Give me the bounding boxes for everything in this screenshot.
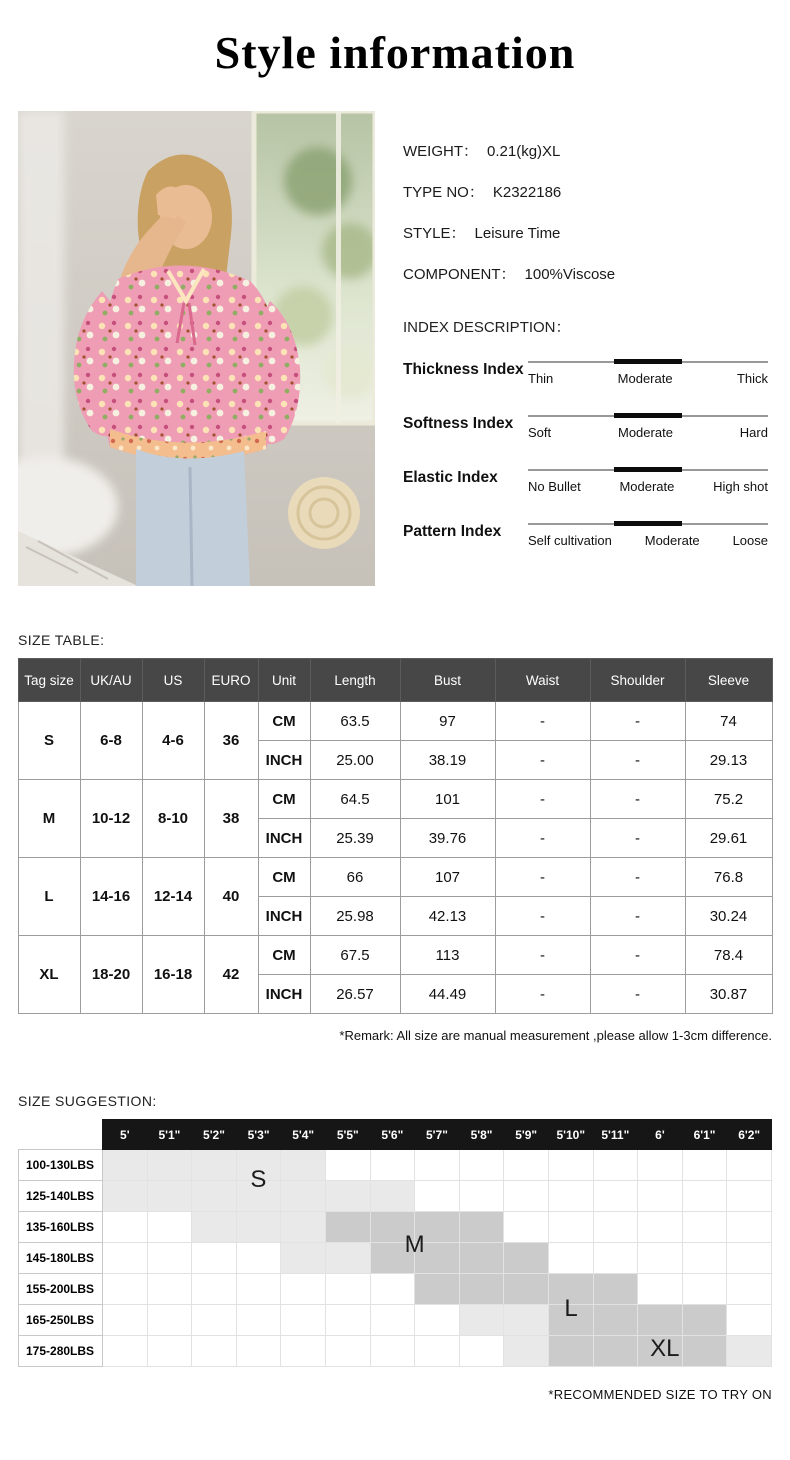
height-column-header: 5'3" — [236, 1120, 281, 1150]
index-name: Pattern Index — [403, 523, 502, 540]
size-zone-cell — [504, 1150, 549, 1181]
size-table-column-header: Unit — [258, 659, 310, 702]
measurement-cell: - — [495, 936, 590, 975]
measurement-cell: 29.13 — [685, 741, 772, 780]
size-table-header-row — [18, 659, 772, 702]
size-zone-cell — [147, 1274, 192, 1305]
index-row — [403, 407, 772, 461]
size-zone-cell — [504, 1243, 549, 1274]
product-photo — [18, 111, 375, 586]
size-zone-cell — [638, 1212, 683, 1243]
size-zone-cell — [281, 1181, 326, 1212]
measurement-cell: - — [590, 819, 685, 858]
height-column-header: 5'2" — [192, 1120, 237, 1150]
sg-row — [19, 1305, 772, 1336]
index-option: Moderate — [618, 425, 673, 440]
unit-cell: CM — [258, 780, 310, 819]
size-zone-cell — [638, 1150, 683, 1181]
size-zone-cell — [548, 1243, 593, 1274]
size-zone-cell — [459, 1305, 504, 1336]
size-zone-cell — [682, 1181, 727, 1212]
size-table-heading: SIZE TABLE: — [18, 632, 105, 648]
size-zone-cell — [370, 1181, 415, 1212]
weight-row-label: 135-160LBS — [19, 1212, 103, 1243]
euro-cell: 42 — [204, 936, 258, 1014]
measurement-cell: 113 — [400, 936, 495, 975]
unit-cell: INCH — [258, 741, 310, 780]
measurement-cell: - — [590, 897, 685, 936]
height-column-header: 6' — [638, 1120, 683, 1150]
size-zone-label: L — [564, 1294, 578, 1322]
size-zone-cell — [459, 1181, 504, 1212]
size-table-column-header: EURO — [204, 659, 258, 702]
size-zone-cell — [103, 1336, 148, 1367]
size-zone-cell — [281, 1305, 326, 1336]
index-option: No Bullet — [528, 479, 581, 494]
sg-corner-cell — [19, 1120, 103, 1150]
size-suggestion-chart — [18, 1119, 772, 1367]
height-column-header: 5'8" — [459, 1120, 504, 1150]
size-table-row — [18, 858, 772, 897]
size-table-row — [18, 702, 772, 741]
size-zone-cell — [147, 1243, 192, 1274]
size-zone-cell — [325, 1243, 370, 1274]
index-row — [403, 461, 772, 515]
size-zone-cell — [593, 1274, 638, 1305]
product-photo-illustration — [18, 111, 375, 586]
sg-header-row — [19, 1120, 772, 1150]
product-detail-label: TYPE NO： — [403, 184, 484, 201]
size-zone-cell — [325, 1212, 370, 1243]
size-zone-cell — [236, 1336, 281, 1367]
size-zone-cell — [459, 1274, 504, 1305]
size-zone-label: XL — [650, 1334, 680, 1362]
euro-cell: 36 — [204, 702, 258, 780]
size-zone-cell — [147, 1150, 192, 1181]
product-detail-value: 100%Viscose — [524, 266, 616, 283]
index-scale — [528, 361, 768, 386]
measurement-cell: - — [495, 780, 590, 819]
size-zone-cell — [325, 1150, 370, 1181]
measurement-cell: 75.2 — [685, 780, 772, 819]
size-zone-cell — [236, 1274, 281, 1305]
size-zone-cell — [192, 1336, 237, 1367]
index-options — [528, 371, 768, 386]
size-zone-cell — [727, 1305, 772, 1336]
size-table-column-header: Sleeve — [685, 659, 772, 702]
size-zone-cell — [415, 1150, 460, 1181]
size-zone-cell — [325, 1181, 370, 1212]
size-zone-cell — [281, 1274, 326, 1305]
size-table-column-header: Shoulder — [590, 659, 685, 702]
index-options — [528, 479, 768, 494]
size-zone-cell — [103, 1212, 148, 1243]
index-scale — [528, 415, 768, 440]
measurement-cell: 67.5 — [310, 936, 400, 975]
size-zone-cell — [147, 1181, 192, 1212]
weight-row-label: 145-180LBS — [19, 1243, 103, 1274]
size-zone-cell — [370, 1274, 415, 1305]
height-column-header: 5' — [103, 1120, 148, 1150]
measurement-cell: 42.13 — [400, 897, 495, 936]
index-option: Moderate — [619, 479, 675, 494]
index-description-list — [403, 353, 772, 569]
size-zone-cell — [325, 1305, 370, 1336]
height-column-header: 5'7" — [415, 1120, 460, 1150]
size-zone-cell — [638, 1305, 683, 1336]
measurement-cell: 63.5 — [310, 702, 400, 741]
product-detail-value: K2322186 — [492, 184, 562, 201]
size-zone-cell — [459, 1150, 504, 1181]
size-zone-cell — [638, 1243, 683, 1274]
size-zone-cell — [682, 1305, 727, 1336]
measurement-cell: - — [495, 741, 590, 780]
size-zone-cell — [504, 1305, 549, 1336]
index-selected-marker — [614, 467, 681, 472]
index-selected-marker — [614, 359, 681, 364]
size-zone-cell — [548, 1212, 593, 1243]
measurement-cell: - — [495, 858, 590, 897]
size-zone-cell — [593, 1150, 638, 1181]
size-suggestion-footnote: *RECOMMENDED SIZE TO TRY ON — [548, 1387, 772, 1402]
size-zone-cell — [638, 1181, 683, 1212]
measurement-cell: - — [590, 858, 685, 897]
size-zone-cell — [727, 1150, 772, 1181]
size-zone-cell — [682, 1212, 727, 1243]
size-table-column-header: Waist — [495, 659, 590, 702]
measurement-cell: 25.39 — [310, 819, 400, 858]
height-column-header: 5'11" — [593, 1120, 638, 1150]
height-column-header: 6'1" — [682, 1120, 727, 1150]
measurement-cell: - — [590, 702, 685, 741]
euro-cell: 38 — [204, 780, 258, 858]
size-zone-cell — [236, 1212, 281, 1243]
index-option: Moderate — [644, 533, 700, 548]
measurement-cell: - — [495, 897, 590, 936]
product-detail-row — [403, 143, 772, 161]
index-option: Thick — [736, 371, 768, 386]
euro-cell: 40 — [204, 858, 258, 936]
size-zone-cell — [147, 1212, 192, 1243]
measurement-cell: 66 — [310, 858, 400, 897]
index-selected-marker — [614, 413, 681, 418]
index-selected-marker — [614, 521, 681, 526]
index-option: Loose — [732, 533, 768, 548]
index-row — [403, 353, 772, 407]
size-zone-cell — [682, 1274, 727, 1305]
weight-row-label: 100-130LBS — [19, 1150, 103, 1181]
index-option: High shot — [713, 479, 768, 494]
product-details — [403, 143, 772, 284]
index-scale-line — [528, 469, 768, 471]
height-column-header: 5'6" — [370, 1120, 415, 1150]
index-name: Elastic Index — [403, 469, 498, 486]
index-options — [528, 425, 768, 440]
measurement-cell: 26.57 — [310, 975, 400, 1014]
size-zone-cell — [281, 1336, 326, 1367]
size-tag-cell: S — [18, 702, 80, 780]
size-zone-cell — [236, 1305, 281, 1336]
size-zone-cell — [682, 1150, 727, 1181]
size-table-remark: *Remark: All size are manual measurement ,please allow 1-3cm difference. — [339, 1028, 772, 1043]
size-zone-cell — [638, 1274, 683, 1305]
size-zone-cell — [727, 1274, 772, 1305]
size-zone-cell — [370, 1150, 415, 1181]
measurement-cell: 74 — [685, 702, 772, 741]
height-column-header: 5'9" — [504, 1120, 549, 1150]
size-tag-cell: L — [18, 858, 80, 936]
size-zone-cell — [281, 1150, 326, 1181]
size-table-row — [18, 780, 772, 819]
size-zone-cell — [147, 1336, 192, 1367]
size-zone-cell — [593, 1243, 638, 1274]
measurement-cell: - — [590, 975, 685, 1014]
size-zone-cell — [192, 1212, 237, 1243]
height-column-header: 5'10" — [548, 1120, 593, 1150]
unit-cell: INCH — [258, 819, 310, 858]
measurement-cell: 25.98 — [310, 897, 400, 936]
index-option: Thin — [528, 371, 554, 386]
size-zone-cell — [415, 1274, 460, 1305]
size-zone-cell — [281, 1243, 326, 1274]
size-tag-cell: XL — [18, 936, 80, 1014]
height-column-header: 6'2" — [727, 1120, 772, 1150]
product-detail-row — [403, 266, 772, 284]
index-scale-line — [528, 415, 768, 417]
index-scale — [528, 523, 768, 548]
measurement-cell: 29.61 — [685, 819, 772, 858]
measurement-cell: 97 — [400, 702, 495, 741]
size-table — [18, 658, 773, 1014]
size-suggestion-table — [18, 1119, 772, 1367]
index-option: Soft — [528, 425, 552, 440]
unit-cell: INCH — [258, 897, 310, 936]
size-zone-label: S — [250, 1166, 267, 1193]
measurement-cell: 30.87 — [685, 975, 772, 1014]
size-table-column-header: Tag size — [18, 659, 80, 702]
size-zone-label: M — [404, 1231, 425, 1259]
sg-row — [19, 1150, 772, 1181]
height-column-header: 5'5" — [325, 1120, 370, 1150]
index-scale-line — [528, 523, 768, 525]
unit-cell: CM — [258, 936, 310, 975]
measurement-cell: 76.8 — [685, 858, 772, 897]
size-table-column-header: Bust — [400, 659, 495, 702]
size-zone-cell — [192, 1305, 237, 1336]
weight-row-label: 155-200LBS — [19, 1274, 103, 1305]
size-zone-cell — [192, 1181, 237, 1212]
size-table-row — [18, 936, 772, 975]
size-zone-cell — [504, 1212, 549, 1243]
size-zone-cell — [682, 1243, 727, 1274]
size-zone-cell — [593, 1181, 638, 1212]
size-zone-cell — [682, 1336, 727, 1367]
index-scale-line — [528, 361, 768, 363]
index-options — [528, 533, 768, 548]
measurement-cell: 30.24 — [685, 897, 772, 936]
product-detail-value: Leisure Time — [474, 225, 561, 242]
size-zone-cell — [415, 1336, 460, 1367]
size-zone-cell — [727, 1243, 772, 1274]
size-zone-cell — [459, 1212, 504, 1243]
measurement-cell: - — [590, 780, 685, 819]
size-table-column-header: Length — [310, 659, 400, 702]
index-option: Hard — [739, 425, 768, 440]
size-zone-cell — [727, 1181, 772, 1212]
size-zone-cell — [415, 1181, 460, 1212]
size-zone-cell — [459, 1336, 504, 1367]
measurement-cell: 78.4 — [685, 936, 772, 975]
size-zone-cell — [593, 1305, 638, 1336]
us-cell: 16-18 — [142, 936, 204, 1014]
size-zone-cell — [192, 1274, 237, 1305]
size-zone-cell — [548, 1181, 593, 1212]
size-zone-cell — [103, 1305, 148, 1336]
measurement-cell: - — [590, 741, 685, 780]
size-zone-cell — [281, 1212, 326, 1243]
size-zone-cell — [548, 1150, 593, 1181]
size-table-column-header: UK/AU — [80, 659, 142, 702]
size-zone-cell — [459, 1243, 504, 1274]
size-zone-cell — [103, 1181, 148, 1212]
size-zone-cell — [325, 1336, 370, 1367]
size-zone-cell — [593, 1336, 638, 1367]
index-name: Thickness Index — [403, 361, 524, 378]
size-zone-cell — [103, 1243, 148, 1274]
size-zone-cell — [370, 1336, 415, 1367]
unit-cell: CM — [258, 702, 310, 741]
size-suggestion-heading: SIZE SUGGESTION: — [18, 1093, 157, 1109]
size-zone-cell — [103, 1274, 148, 1305]
us-cell: 4-6 — [142, 702, 204, 780]
size-zone-cell — [727, 1336, 772, 1367]
measurement-cell: - — [590, 936, 685, 975]
us-cell: 8-10 — [142, 780, 204, 858]
index-row — [403, 515, 772, 569]
index-option: Self cultivation — [528, 533, 612, 548]
unit-cell: INCH — [258, 975, 310, 1014]
uk-au-cell: 10-12 — [80, 780, 142, 858]
sg-row — [19, 1181, 772, 1212]
size-tag-cell: M — [18, 780, 80, 858]
size-zone-cell — [236, 1243, 281, 1274]
product-overview-section — [18, 111, 772, 586]
measurement-cell: 107 — [400, 858, 495, 897]
product-detail-row — [403, 225, 772, 243]
measurement-cell: - — [495, 702, 590, 741]
page-title: Style information — [214, 27, 576, 78]
index-description-heading: INDEX DESCRIPTION： — [403, 319, 571, 336]
sg-row — [19, 1274, 772, 1305]
us-cell: 12-14 — [142, 858, 204, 936]
measurement-cell: 44.49 — [400, 975, 495, 1014]
weight-row-label: 125-140LBS — [19, 1181, 103, 1212]
measurement-cell: 38.19 — [400, 741, 495, 780]
weight-row-label: 165-250LBS — [19, 1305, 103, 1336]
measurement-cell: 101 — [400, 780, 495, 819]
size-zone-cell — [548, 1336, 593, 1367]
product-detail-value: 0.21(kg)XL — [487, 143, 561, 160]
size-table-column-header: US — [142, 659, 204, 702]
size-zone-cell — [192, 1243, 237, 1274]
size-zone-cell — [415, 1305, 460, 1336]
index-name: Softness Index — [403, 415, 514, 432]
size-zone-cell — [727, 1212, 772, 1243]
size-zone-cell — [504, 1274, 549, 1305]
index-scale — [528, 469, 768, 494]
product-detail-label: STYLE： — [403, 225, 466, 242]
height-column-header: 5'4" — [281, 1120, 326, 1150]
measurement-cell: 64.5 — [310, 780, 400, 819]
measurement-cell: - — [495, 819, 590, 858]
product-info-column — [375, 111, 772, 586]
unit-cell: CM — [258, 858, 310, 897]
measurement-cell: 39.76 — [400, 819, 495, 858]
uk-au-cell: 18-20 — [80, 936, 142, 1014]
sg-row — [19, 1212, 772, 1243]
height-column-header: 5'1" — [147, 1120, 192, 1150]
size-zone-cell — [504, 1336, 549, 1367]
measurement-cell: 25.00 — [310, 741, 400, 780]
product-detail-label: COMPONENT： — [403, 266, 516, 283]
product-detail-row — [403, 184, 772, 202]
sg-row — [19, 1243, 772, 1274]
size-zone-cell — [593, 1212, 638, 1243]
size-zone-cell — [103, 1150, 148, 1181]
size-zone-cell — [192, 1150, 237, 1181]
uk-au-cell: 6-8 — [80, 702, 142, 780]
product-detail-label: WEIGHT： — [403, 143, 478, 160]
index-option: Moderate — [617, 371, 673, 386]
weight-row-label: 175-280LBS — [19, 1336, 103, 1367]
uk-au-cell: 14-16 — [80, 858, 142, 936]
size-zone-cell — [370, 1305, 415, 1336]
size-zone-cell — [147, 1305, 192, 1336]
measurement-cell: - — [495, 975, 590, 1014]
size-zone-cell — [504, 1181, 549, 1212]
size-zone-cell — [325, 1274, 370, 1305]
